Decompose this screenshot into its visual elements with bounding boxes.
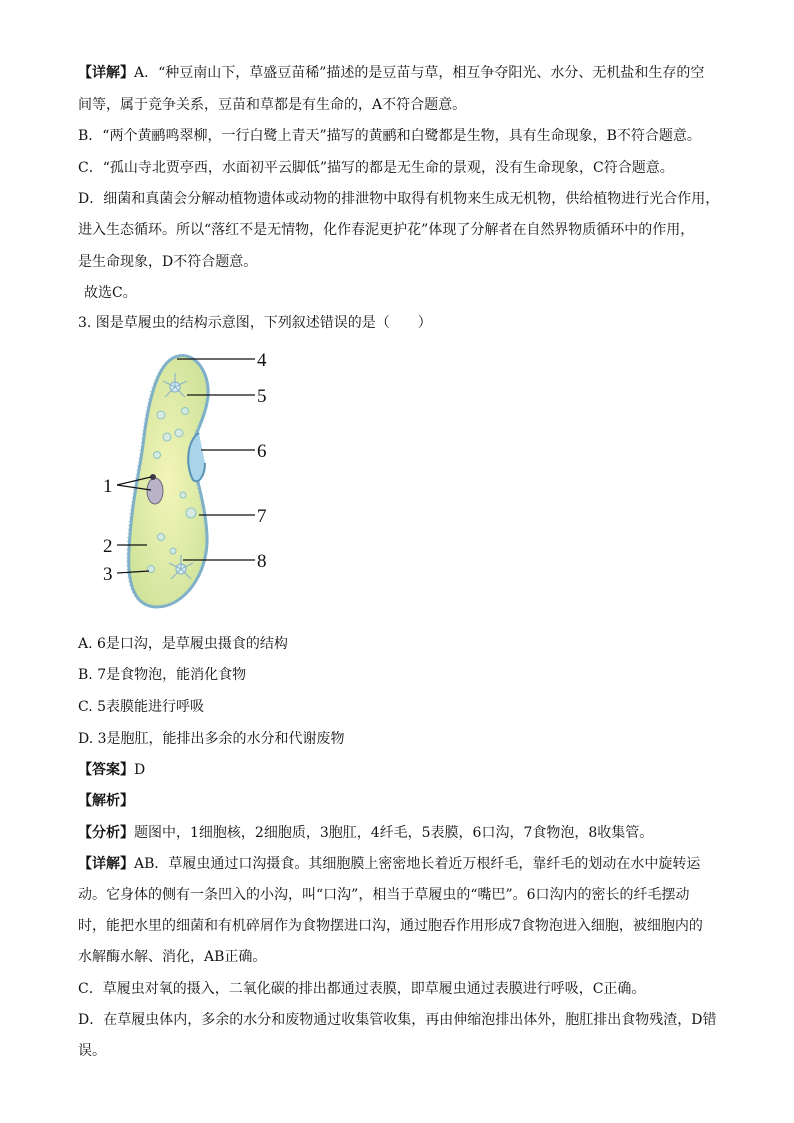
label-5: 5 [257, 386, 267, 407]
option-c: C. 5表膜能进行呼吸 [78, 699, 205, 715]
explain-line-6: 进入生态循环。所以“落红不是无情物，化作春泥更护花”体现了分解者在自然界物质循环中的作用， [78, 222, 695, 238]
option-d: D. 3是胞肛，能排出多余的水分和代谢废物 [78, 731, 345, 747]
fenxi-tag: 【分析】 [78, 825, 134, 841]
xiangjie-line-1 [78, 854, 718, 874]
explain-line-3: B．“两个黄鹂鸣翠柳，一行白鹭上青天”描写的黄鹂和白鹭都是生物，具有生命现象，B不符合题意。 [78, 128, 701, 144]
explain-line-1 [78, 63, 718, 83]
label-2: 2 [103, 536, 113, 557]
explain-line-2: 间等，属于竞争关系，豆苗和草都是有生命的，A不符合题意。 [78, 97, 467, 113]
xiangjie-line-3: 时，能把水里的细菌和有机碎屑作为食物摆进口沟，通过胞吞作用形成7食物泡进入细胞，被细胞内的 [78, 918, 703, 934]
label-7: 7 [257, 506, 267, 527]
xiangjie-line-5: C．草履虫对氧的摄入，二氧化碳的排出都通过表膜，即草履虫通过表膜进行呼吸，C正确。 [78, 981, 646, 997]
explain-tag: 【详解】 [78, 65, 134, 81]
label-8: 8 [257, 551, 267, 572]
explain-line-7: 是生命现象，D不符合题意。 [78, 254, 258, 270]
label-1: 1 [103, 476, 113, 497]
explain-text: A．“种豆南山下，草盛豆苗稀”描述的是豆苗与草，相互争夺阳光、水分、无机盐和生存的空 [134, 65, 705, 81]
label-6: 6 [257, 441, 267, 462]
xiangjie-tag: 【详解】 [78, 856, 134, 872]
explain-line-4: C．“孤山寺北贾亭西，水面初平云脚低”描写的都是无生命的景观，没有生命现象，C符合题意。 [78, 160, 674, 176]
analysis-heading [78, 791, 718, 811]
option-a: A. 6是口沟，是草履虫摄食的结构 [78, 636, 288, 652]
answer-value: D [134, 762, 146, 778]
xiangjie-line-7: 误。 [78, 1043, 106, 1059]
analysis-tag: 【解析】 [78, 793, 134, 809]
xiangjie-line-2: 动。它身体的侧有一条凹入的小沟，叫“口沟”，相当于草履虫的“嘴巴”。6口沟内的密长的纤毛摆动 [78, 887, 690, 903]
xiangjie-text: AB．草履虫通过口沟摄食。其细胞膜上密密地长着近万根纤毛，靠纤毛的划动在水中旋转运 [134, 856, 701, 872]
question-stem: 3. 图是草履虫的结构示意图，下列叙述错误的是（ ） [78, 315, 432, 331]
option-b: B. 7是食物泡，能消化食物 [78, 667, 247, 683]
answer-line [78, 760, 718, 780]
explain-conclusion: 故选C。 [84, 285, 137, 301]
xiangjie-line-4: 水解酶水解、消化，AB正确。 [78, 949, 267, 965]
explain-line-5: D．细菌和真菌会分解动植物遗体或动物的排泄物中取得有机物来生成无机物，供给植物进行光合作用， [78, 191, 720, 207]
label-4: 4 [257, 350, 267, 371]
xiangjie-line-6: D．在草履虫体内，多余的水分和废物通过收集管收集，再由伸缩泡排出体外，胞肛排出食物残渣，D错 [78, 1012, 717, 1028]
paramecium-diagram [95, 345, 285, 615]
answer-tag: 【答案】 [78, 762, 134, 778]
analysis-fenxi [78, 823, 718, 843]
fenxi-text: 题图中，1细胞核，2细胞质，3胞肛，4纤毛，5表膜，6口沟，7食物泡，8收集管。 [134, 825, 654, 841]
label-3: 3 [103, 564, 113, 585]
